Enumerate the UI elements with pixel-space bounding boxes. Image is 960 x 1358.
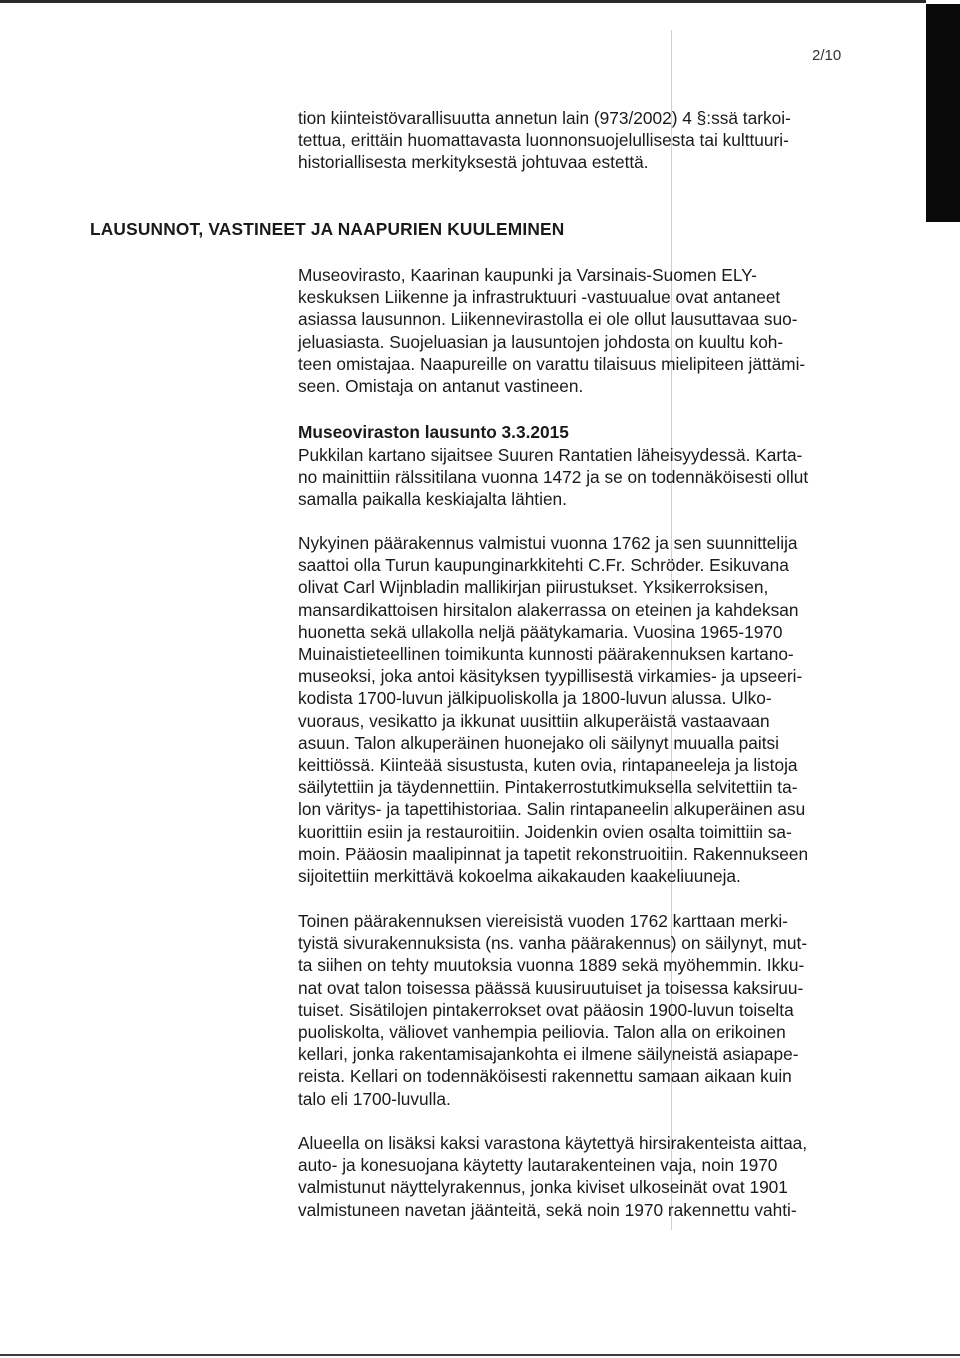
- statements-paragraph: Museovirasto, Kaarinan kaupunki ja Varsinais-Suomen ELY- keskuksen Liikenne ja infrastruktuuri -vastuualue ovat antaneet asiassa lausunnon. Liikennevirastolla ei ole ollut lausuttavaa suo- jeluasiasta. Suojeluasian ja lausuntojen johdosta on kuultu koh- teen omistajaa. Naapureille on varattu tilaisuus mielipiteen jättämi- seen. Omistaja on antanut vastineen.: [298, 265, 806, 397]
- museum-paragraph: Pukkilan kartano sijaitsee Suuren Rantatien läheisyydessä. Karta- no mainittiin rälssitilana vuonna 1472 ja se on todennäköisesti ollut samalla paikalla keskiajalta lähtien.: [298, 445, 809, 510]
- museum-paragraph: Toinen päärakennuksen viereisistä vuoden 1762 karttaan merki- tyistä sivurakennuksista (ns. vanha päärakennus) on säilynyt, mut- ta siihen on tehty muutoksia vuonna 1889 sekä myöhemmin. Ikku- nat ovat talon toisessa päässä kuusiruutuiset ja toisessa kaksiruu- tuiset. Sisätilojen pintakerrokset ovat pääosin 1900-luvun toiselta puoliskolta, väliovet vanhempia peiliovia. Talon alla on erikoinen kellari, jonka rakentamisajankohta ei ilmene säilyneistä asiapape- reista. Kellari on todennäköisesti rakennettu samaan aikaan kuin talo eli 1700-luvulla.: [298, 911, 808, 1109]
- museum-paragraph: Nykyinen päärakennus valmistui vuonna 1762 ja sen suunnittelija saattoi olla Turun kaupunginarkkitehti C.Fr. Schröder. Esikuvana olivat Carl Wijnbladin mallikirjan piirustukset. Yksikerroksisen, mansardikattoisen hirsitalon alakerrassa on eteinen ja kahdeksan huonetta sekä ullakolla neljä päätykamaria. Vuosina 1965-1970 Muinaistieteellinen toimikunta kunnosti päärakennuksen kartano- museoksi, joka antoi käsityksen tyypillisestä virkamies- ja upseeri- kodista 1700-luvun jälkipuoliskolla ja 1800-luvun alussa. Ulko- vuoraus, vesikatto ja ikkunat uusittiin alkuperäistä vastaavaan asuun. Talon alkuperäinen huonejako oli säilynyt muualla paitsi keittiössä. Kiinteää sisustusta, kuten ovia, rintapaneeleja ja listoja säilytettiin ja täydennettiin. Pintakerrostutkimuksella selvitettiin ta- lon väritys- ja tapettihistoriaa. Salin rintapaneelin alkuperäinen asu kuorittiin esiin ja restauroitiin. Joidenkin ovien osalta toimittiin sa- moin. Pääosin maalipinnat ja tapetit rekonstruoitiin. Rakennukseen sijoitettiin merkittävä kokoelma aikakauden kaakeliuuneja.: [298, 533, 809, 887]
- scan-black-margin: [926, 4, 960, 222]
- page-number: 2/10: [812, 47, 842, 64]
- museum-paragraph: Alueella on lisäksi kaksi varastona käytettyä hirsirakenteista aittaa, auto- ja konesuojana käytetty lautarakenteinen vaja, noin 1970 valmistunut näyttelyrakennus, jonka kiviset ulkoseinät ovat 1901 valmistuneen navetan jäänteitä, sekä noin 1970 rakennettu vahti-: [298, 1133, 808, 1220]
- intro-paragraph: tion kiinteistövarallisuutta annetun lain (973/2002) 4 §:ssä tarkoi- tettua, erittäin huomattavasta luonnonsuojelullisesta tai kulttuuri- historiallisesta merkityksestä johtuvaa estettä.: [298, 108, 791, 173]
- scan-top-edge: [0, 0, 926, 3]
- scan-bottom-edge: [0, 1354, 960, 1356]
- section-heading: LAUSUNNOT, VASTINEET JA NAAPURIEN KUULEMINEN: [90, 219, 565, 239]
- museum-statement-heading: Museoviraston lausunto 3.3.2015: [298, 422, 569, 442]
